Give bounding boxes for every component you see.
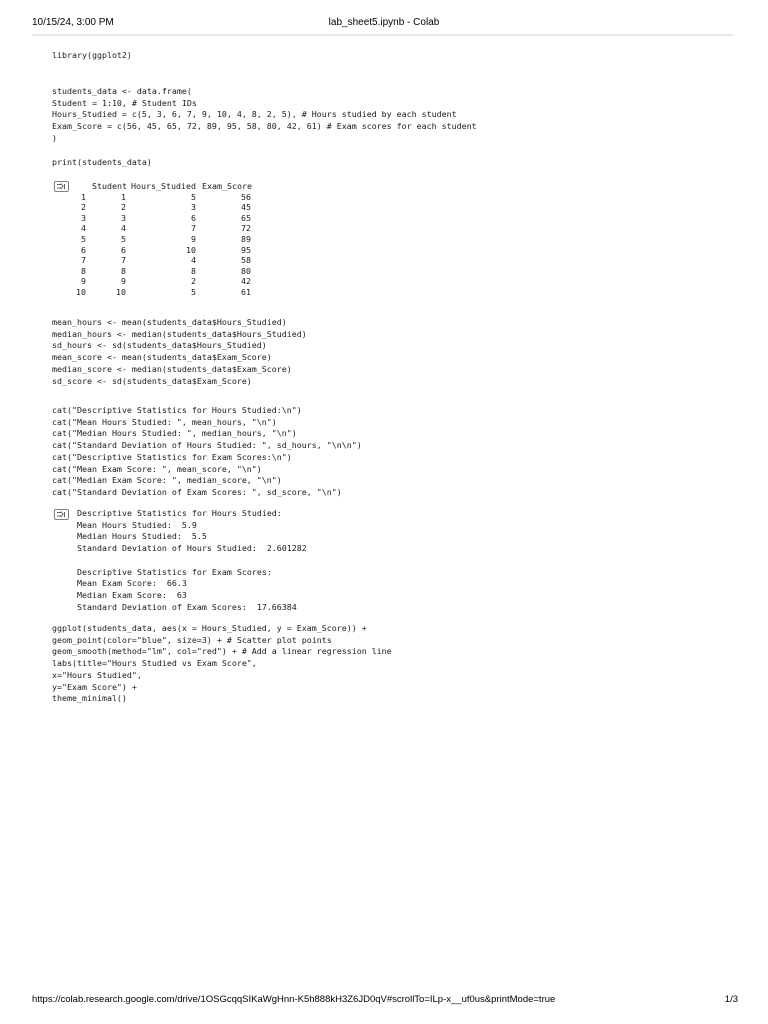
cell-student: 6 bbox=[121, 244, 126, 255]
table-row bbox=[66, 276, 251, 287]
code-cell-ggplot[interactable]: ggplot(students_data, aes(x = Hours_Studied, y = Exam_Score)) + geom_point(color="blue", size=3) + # Scatter plot points geom_smooth(method="lm", col="red") + # Add a linear regression line labs(title="Hours Studied vs Exam Score", x="Hours Studied", y="Exam Score") + theme_minimal() bbox=[52, 623, 392, 704]
row-index: 2 bbox=[81, 202, 86, 213]
cell-student: 4 bbox=[121, 223, 126, 234]
dataframe-header bbox=[66, 181, 252, 192]
row-index: 1 bbox=[81, 191, 86, 202]
cell-score: 61 bbox=[241, 286, 251, 297]
row-index: 4 bbox=[81, 223, 86, 234]
cell-score: 45 bbox=[241, 202, 251, 213]
table-row bbox=[66, 202, 251, 213]
cell-student: 5 bbox=[121, 233, 126, 244]
table-row bbox=[66, 265, 251, 277]
page-url: https://colab.research.google.com/drive/1OSGcqqSIKaWgHnn-K5h888kH3Z6JD0qV#scrollTo=ILp-x__uf0us&printMode=true bbox=[32, 994, 556, 1005]
row-index: 3 bbox=[81, 212, 86, 223]
row-index: 10 bbox=[76, 286, 86, 297]
print-datetime: 10/15/24, 3:00 PM bbox=[32, 17, 114, 28]
cell-student: 7 bbox=[121, 255, 126, 266]
table-row bbox=[66, 244, 251, 256]
table-row bbox=[66, 212, 251, 224]
cell-student: 10 bbox=[116, 286, 126, 297]
cell-score: 80 bbox=[241, 265, 251, 276]
row-index: 7 bbox=[81, 255, 86, 266]
cell-score: 56 bbox=[241, 191, 251, 202]
cell-student: 1 bbox=[121, 191, 126, 202]
cell-hours: 2 bbox=[191, 276, 196, 287]
table-row bbox=[66, 191, 251, 203]
code-cell-data-frame[interactable]: students_data <- data.frame( Student = 1:10, # Student IDs Hours_Studied = c(5, 3, 6, 7, 9, 10, 4, 8, 2, 5), # Hours studied by each student Exam_Score = c(56, 45, 65, 72, 89, 95, 58, 80, 42, 61) # Exam scores for each student ) bbox=[52, 86, 477, 143]
output-expand-icon[interactable] bbox=[54, 509, 69, 520]
cell-score: 65 bbox=[241, 212, 251, 223]
code-cell-print[interactable]: print(students_data) bbox=[52, 157, 152, 167]
cell-hours: 3 bbox=[191, 202, 196, 213]
cell-score: 42 bbox=[241, 276, 251, 287]
cell-hours: 10 bbox=[186, 244, 196, 255]
cell-hours: 9 bbox=[191, 233, 196, 244]
column-header: Hours_Studied bbox=[131, 181, 196, 191]
cell-hours: 5 bbox=[191, 286, 196, 297]
row-index: 8 bbox=[81, 265, 86, 276]
page-number: 1/3 bbox=[724, 994, 738, 1005]
cell-hours: 5 bbox=[191, 191, 196, 202]
row-index: 9 bbox=[81, 276, 86, 287]
cell-score: 95 bbox=[241, 244, 251, 255]
row-index: 6 bbox=[81, 244, 86, 255]
stats-output: Descriptive Statistics for Hours Studied: Mean Hours Studied: 5.9 Median Hours Studied: 5.5 Standard Deviation of Hours Studied: 2.601282 Descriptive Statistics for Exam Scores: Mean Exam Score: 66.3 Median Exam Score: 63 Standard Deviation of Exam Scores: 17.66384 bbox=[77, 508, 307, 612]
cell-student: 8 bbox=[121, 265, 126, 276]
cell-hours: 4 bbox=[191, 255, 196, 266]
cell-score: 72 bbox=[241, 223, 251, 234]
code-cell-stats[interactable]: mean_hours <- mean(students_data$Hours_Studied) median_hours <- median(students_data$Hours_Studied) sd_hours <- sd(students_data$Hours_Studied) mean_score <- mean(students_data$Exam_Score) median_score <- median(students_data$Exam_Score) sd_score <- sd(students_data$Exam_Score) bbox=[52, 317, 307, 386]
code-cell-library[interactable]: library(ggplot2) bbox=[52, 50, 132, 60]
cell-student: 3 bbox=[121, 212, 126, 223]
header-divider bbox=[32, 34, 733, 36]
cell-score: 89 bbox=[241, 233, 251, 244]
document-title: lab_sheet5.ipynb - Colab bbox=[328, 17, 440, 28]
column-header: Student bbox=[92, 181, 127, 191]
table-row bbox=[66, 223, 251, 234]
cell-hours: 6 bbox=[191, 212, 196, 223]
table-row bbox=[66, 286, 251, 298]
print-header bbox=[32, 17, 736, 31]
table-row bbox=[66, 233, 251, 245]
cell-student: 9 bbox=[121, 276, 126, 287]
cell-hours: 8 bbox=[191, 265, 196, 276]
print-footer bbox=[32, 994, 738, 1006]
cell-hours: 7 bbox=[191, 223, 196, 234]
code-cell-cat[interactable]: cat("Descriptive Statistics for Hours Studied:\n") cat("Mean Hours Studied: ", mean_hours, "\n") cat("Median Hours Studied: ", median_hours, "\n") cat("Standard Deviation of Hours Studied: ", sd_hours, "\n\n") cat("Descriptive Statistics for Exam Scores:\n") cat("Mean Exam Score: ", mean_score, "\n") cat("Median Exam Score: ", median_score, "\n") cat("Standard Deviation of Exam Scores: ", sd_score, "\n") bbox=[52, 405, 362, 497]
dataframe-output bbox=[66, 181, 252, 298]
table-row bbox=[66, 255, 251, 266]
row-index: 5 bbox=[81, 233, 86, 244]
cell-score: 58 bbox=[241, 255, 251, 266]
column-header: Exam_Score bbox=[202, 181, 252, 191]
cell-student: 2 bbox=[121, 202, 126, 213]
